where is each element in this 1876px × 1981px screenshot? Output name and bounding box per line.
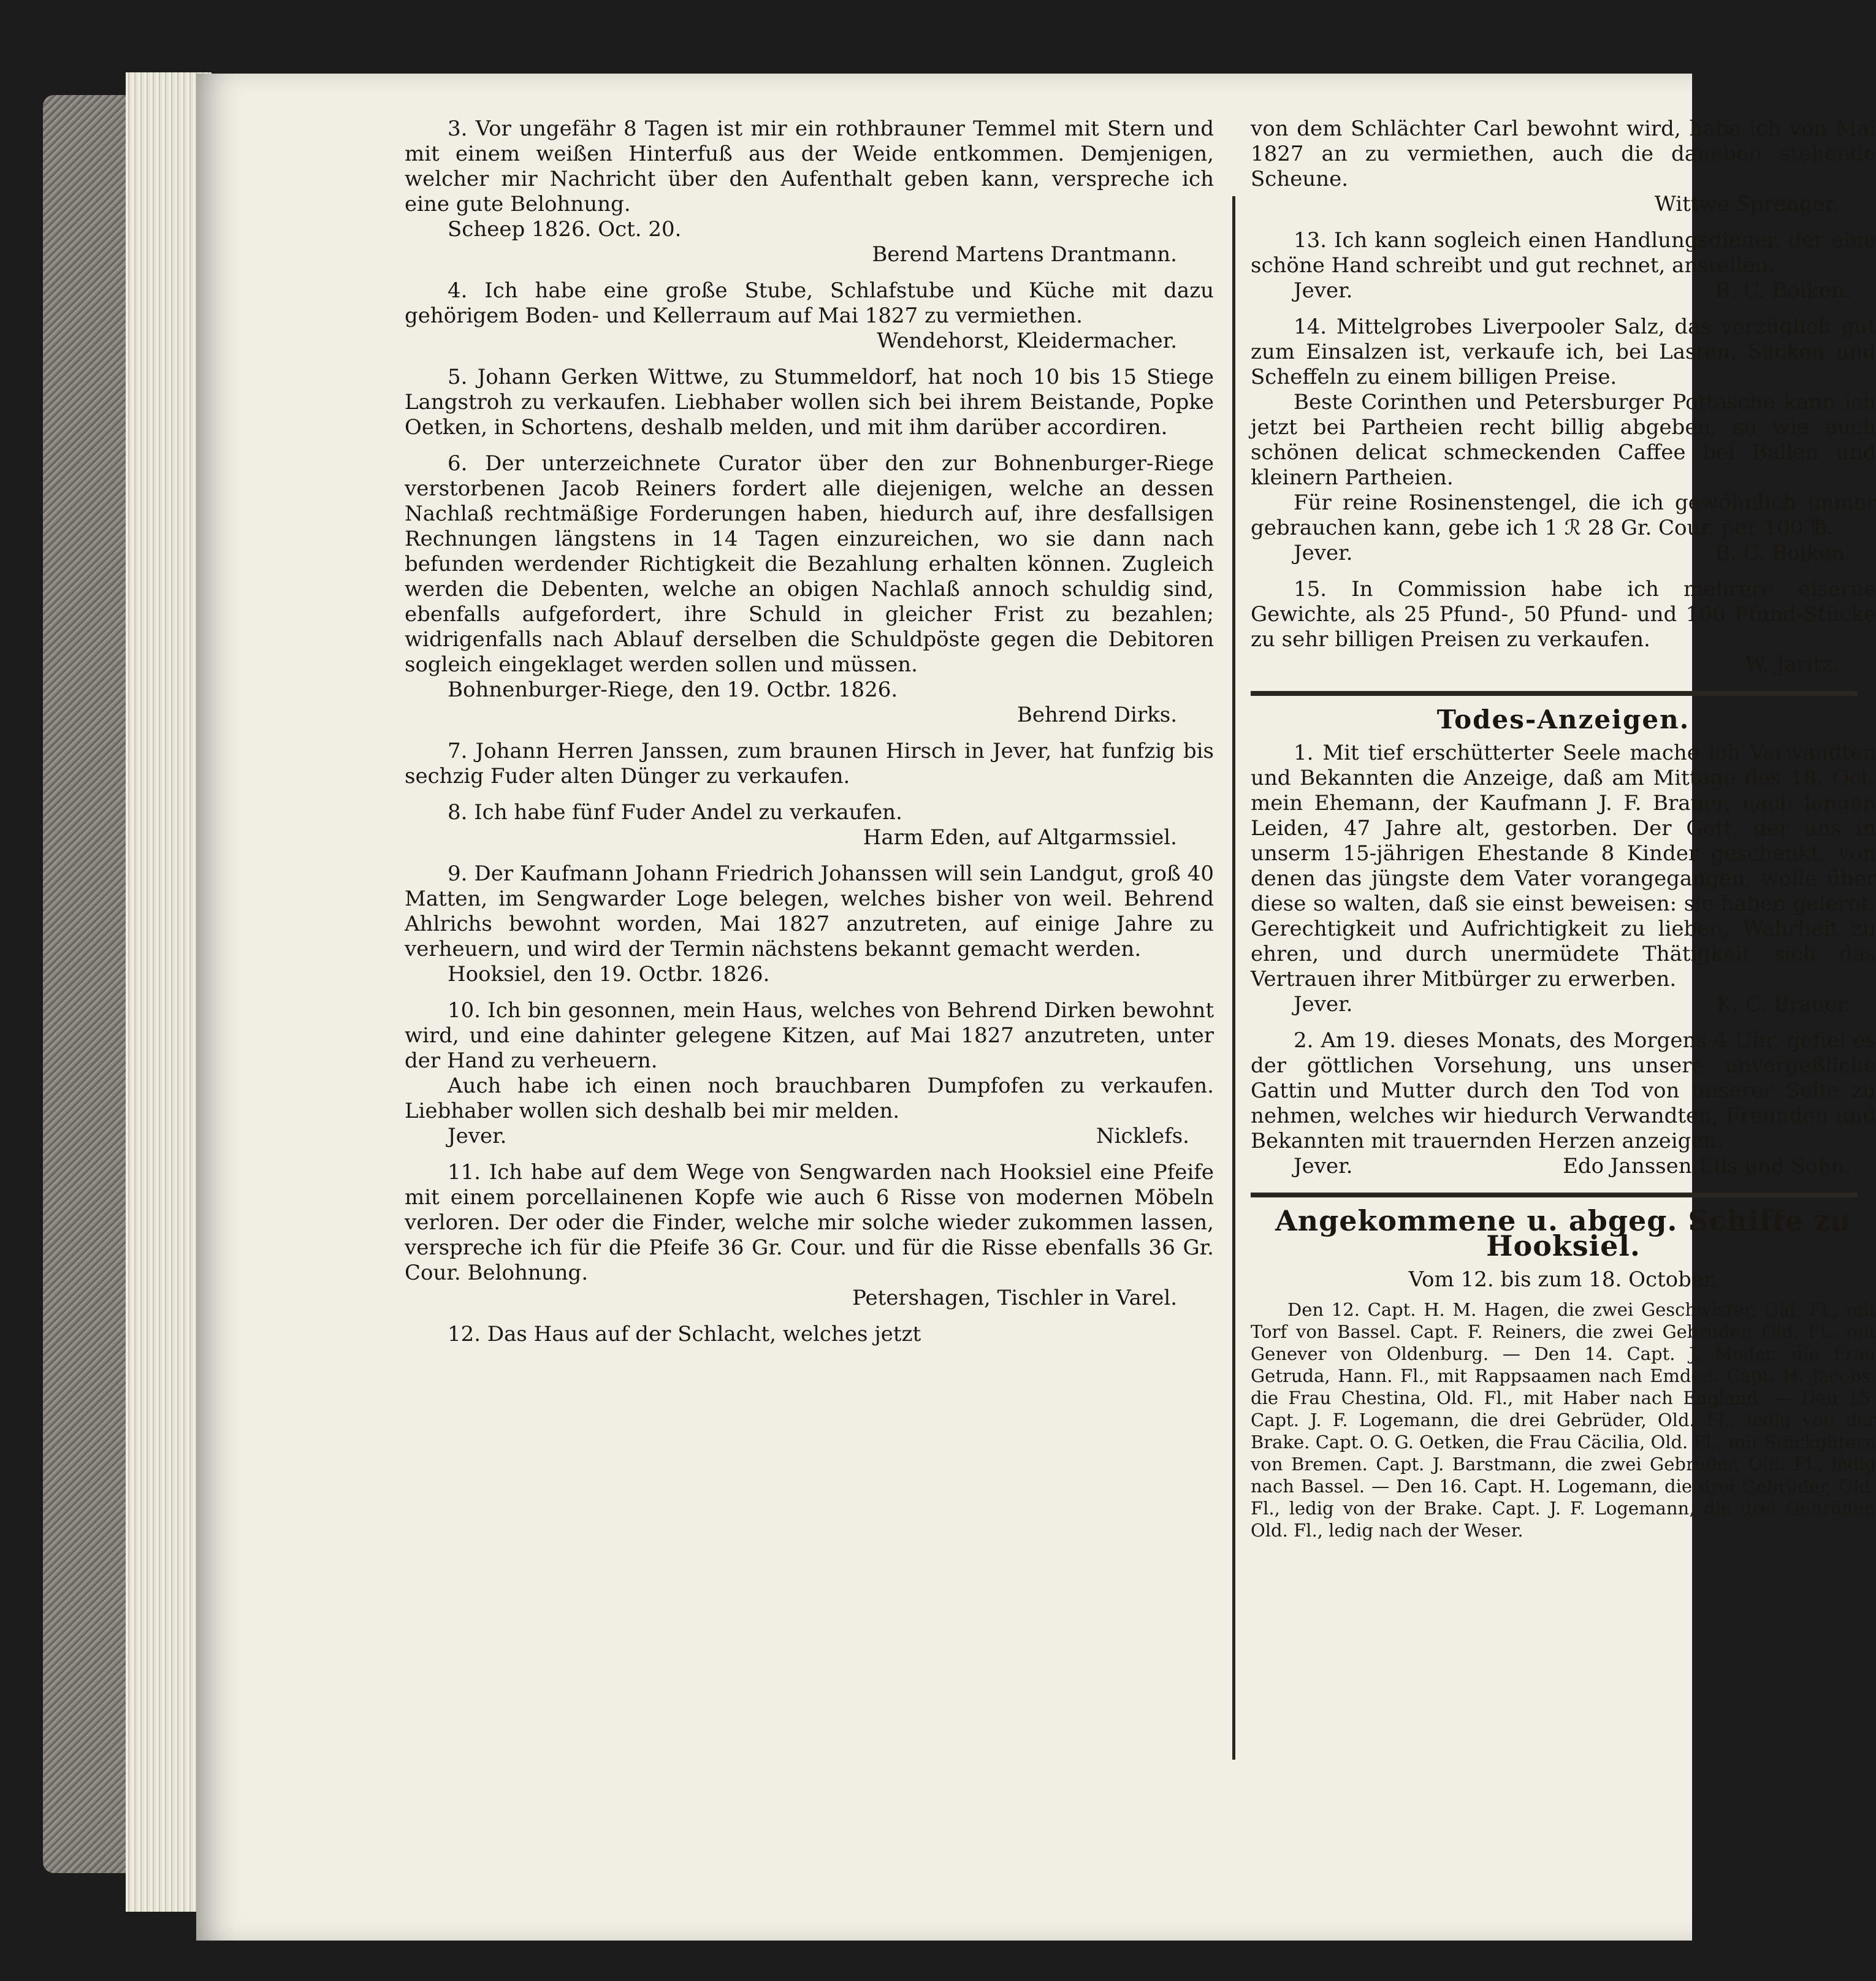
ships-title: Angekommene u. abgeg. Schiffe zu Hooksiel. — [1275, 1204, 1852, 1262]
death-notices-title: Todes-Anzeigen. — [1436, 704, 1690, 735]
notice-12-continued: von dem Schlächter Carl bewohnt wird, habe ich von Mai 1827 an zu vermiethen, auch die daneben stehende Scheune. Wittwe Sprenger. — [1251, 116, 1876, 216]
column-divider — [1232, 196, 1235, 1760]
ships-subtitle: Vom 12. bis zum 18. October. — [1408, 1267, 1718, 1292]
notice-11: 11. Ich habe auf dem Wege von Sengwarden nach Hooksiel eine Pfeife mit einem porcellainenen Kopfe wie auch 6 Risse von modernen Möbeln verloren. Der oder die Finder, welche mir solche wieder zukommen lassen, verspreche ich für die Pfeife 36 Gr. Cour. und für die Risse ebenfalls 36 Gr. Cour. Belohnung. Petershagen, Tischler in Varel. — [405, 1160, 1214, 1310]
notice-14: 14. Mittelgrobes Liverpooler Salz, das vorzüglich gut zum Einsalzen ist, verkaufe ich, bei Lasten, Säcken und Scheffeln zu einem billigen Preise. Beste Corinthen und Petersburger Pottasche kann ich jetzt bei Partheien recht billig abgeben, so wie auch schönen delicat schmeckenden Caffee bei Ballen und kleinern Partheien. Für reine Rosinenstengel, die ich gewöhnlich immer gebrauchen kann, gebe ich 1 ℛ 28 Gr. Cour. per 100 ℔. Jever. B. C. Boiken. — [1251, 315, 1876, 565]
notice-9: 9. Der Kaufmann Johann Friedrich Johanssen will sein Landgut, groß 40 Matten, im Sengwarder Loge belegen, welches bisher von weil. Behrend Ahlrichs bewohnt worden, Mai 1827 anzutreten, auf einige Jahre zu verheuern, und wird der Termin nächstens bekannt gemacht werden. Hooksiel, den 19. Octbr. 1826. — [405, 861, 1214, 987]
signature-row: Jever. B. C. Boiken. — [1294, 278, 1851, 303]
notice-8: 8. Ich habe fünf Fuder Andel zu verkaufen. Harm Eden, auf Altgarmssiel. — [448, 800, 1177, 850]
notice-10: 10. Ich bin gesonnen, mein Haus, welches von Behrend Dirken bewohnt wird, und eine dahinter gelegene Kitzen, auf Mai 1827 anzutreten, unter der Hand zu verheuern. Auch habe ich einen noch brauchbaren Dumpfofen zu verkaufen. Liebhaber wollen sich deshalb bei mir melden. Jever. Nicklefs. — [405, 998, 1214, 1148]
notice-4: 4. Ich habe eine große Stube, Schlafstube und Küche mit dazu gehörigem Boden- und Kellerraum auf Mai 1827 zu vermiethen. Wendehorst, Kleidermacher. — [405, 278, 1214, 353]
notice-7: 7. Johann Herren Janssen, zum braunen Hirsch in Jever, hat funfzig bis sechzig Fuder alten Dünger zu verkaufen. — [405, 739, 1214, 788]
right-column — [1251, 116, 1876, 1541]
notice-6: 6. Der unterzeichnete Curator über den zur Bohnenburger-Riege verstorbenen Jacob Reiners fordert alle diejenigen, welche an dessen Nachlaß rechtmäßige Forderungen haben, hiedurch auf, ihre desfallsigen Rechnungen längstens in 14 Tagen einzureichen, wo sie dann nach befunden werdender Richtigkeit die Bezahlung erhalten können. Zugleich werden die Debenten, welche an obigen Nachlaß annoch schuldig sind, ebenfalls aufgefordert, ihre Schuld in gleicher Frist zu bezahlen; widrigenfalls nach Ablauf derselben die Schuldpöste gegen die Debitoren sogleich eingeklaget werden sollen und müssen. Bohnenburger-Riege, den 19. Octbr. 1826. Behrend Dirks. — [405, 451, 1214, 727]
section-rule — [1251, 691, 1858, 696]
signature-row: Jever. Nicklefs. — [448, 1124, 1189, 1148]
newspaper-page — [196, 74, 1876, 1941]
notice-12: 12. Das Haus auf der Schlacht, welches jetzt — [448, 1322, 921, 1346]
notice-15: 15. In Commission habe ich mehrere eiserne Gewichte, als 25 Pfund-, 50 Pfund- und 100 Pfund-Stücke zu sehr billigen Preisen zu verkaufen. W. Jaritz. — [1251, 577, 1876, 677]
signature-row: Jever. Edo Janssen Eils und Sohn. — [1294, 1154, 1851, 1178]
ships-list: Den 12. Capt. H. M. Hagen, die zwei Geschwister, Old. Fl., mit Torf von Bassel. Capt. F. Reiners, die zwei Gebrüder, Old. Fl., mit Genever von Oldenburg. — Den 14. Capt. J. Moder, die Frau Getruda, Hann. Fl., mit Rappsaamen nach Emden. Capt. H. Jacobs, die Frau Chestina, Old. Fl., mit Haber nach England. — Den 15. Capt. J. F. Logemann, die drei Gebrüder, Old. Fl., ledig von der Brake. Capt. O. G. Oetken, die Frau Cäcilia, Old. Fl., mit Stückgütern von Bremen. Capt. J. Barstmann, die zwei Gebrüder, Old. Fl., ledig nach Bassel. — Den 16. Capt. H. Logemann, die drei Gebrüder, Old. Fl., ledig von der Brake. Capt. J. F. Logemann, die drei Gebrüder, Old. Fl., ledig nach der Weser. — [1251, 1299, 1876, 1541]
left-column — [405, 116, 1214, 1358]
section-rule — [1251, 1193, 1858, 1197]
notice-13: 13. Ich kann sogleich einen Handlungsdiener, der eine schöne Hand schreibt und gut rechnet, anstellen. Jever. B. C. Boiken. — [1251, 228, 1876, 303]
notice-5: 5. Johann Gerken Wittwe, zu Stummeldorf, hat noch 10 bis 15 Stiege Langstroh zu verkaufen. Liebhaber wollen sich bei ihrem Beistande, Popke Oetken, in Schortens, deshalb melden, und mit ihm darüber accordiren. — [405, 365, 1214, 440]
death-notice-1: 1. Mit tief erschütterter Seele mache ich Verwandten und Bekannten die Anzeige, daß am Mittage des 18. Oct. mein Ehemann, der Kaufmann J. F. Brauer, nach langen Leiden, 47 Jahre alt, gestorben. Der Gott, der uns in unserm 15-jährigen Ehestande 8 Kinder geschenkt, von denen das jüngste dem Vater vorangegangen, wolle über diese so walten, daß sie einst beweisen: sie haben gelernt, Gerechtigkeit und Aufrichtigkeit zu lieben, Wahrheit zu ehren, und durch unermüdete Thätigkeit sich das Vertrauen ihrer Mitbürger zu erwerben. Jever. K. C. Brauer. — [1251, 741, 1876, 1017]
death-notice-2: 2. Am 19. dieses Monats, des Morgens 4 Uhr, gefiel es der göttlichen Vorsehung, uns unsere unvergeßliche Gattin und Mutter durch den Tod von unserer Seite zu nehmen, welches wir hiedurch Verwandten, Freunden und Bekannten mit trauernden Herzen anzeigen. Jever. Edo Janssen Eils und Sohn. — [1251, 1028, 1876, 1178]
notice-3: 3. Vor ungefähr 8 Tagen ist mir ein rothbrauner Temmel mit Stern und mit einem weißen Hinterfuß aus der Weide entkommen. Demjenigen, welcher mir Nachricht über den Aufenthalt geben kann, verspreche ich eine gute Belohnung. Scheep 1826. Oct. 20. Berend Martens Drantmann. — [405, 116, 1214, 267]
signature-row: Jever. B. C. Boiken. — [1294, 541, 1851, 565]
signature-row: Jever. K. C. Brauer. — [1294, 992, 1851, 1017]
